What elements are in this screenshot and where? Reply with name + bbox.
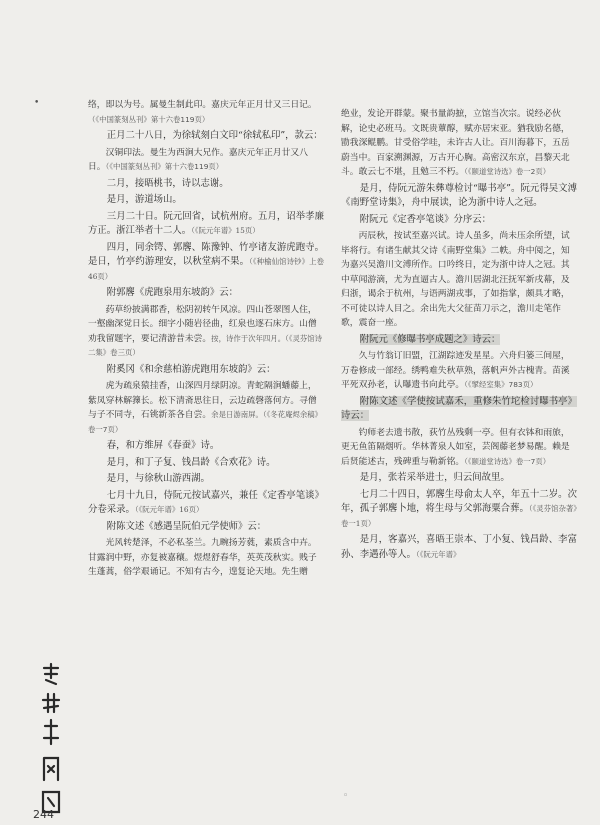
paragraph-text: 络，即以为号。属曼生制此印。嘉庆元年正月廿又三日记。 [88,100,317,110]
paragraph-text: 久与竹翁订旧盟，江湖踪迹发星星。六舟归篓三间屋，万卷修成一部经。绣鸭难失秋草熟，落帆声外古槐青。苗溪平死双孙老，认曝遗书向此亭。 [341,351,570,390]
source-citation: （《揅经室集》783页） [464,380,538,389]
paragraph-text: 二月，接晤桃书，诗以志谢。 [106,177,229,189]
source-citation: 按，诗作于次年四月。（《灵芬馆诗二集》卷三页） [88,333,323,357]
body-paragraph [341,182,577,211]
paragraph-text: 附郭麐《虎跑泉用东坡韵》云： [106,287,239,298]
body-paragraph [88,489,324,518]
body-paragraph [88,472,324,487]
body-paragraph [88,177,324,192]
body-paragraph [88,439,324,454]
quote-paragraph [341,349,577,393]
body-paragraph [341,213,577,228]
paragraph-text: 春，和方维屏《春蚕》诗。 [106,440,220,451]
body-paragraph [88,193,324,208]
paragraph-text: 药草纷披满郡香，松阴初转午风凉。四山苍翠图人住，一壑幽深觉日长。细字小随岩径曲，红泉也逐石床方。山僧劝我留题字，要记清游昔未尝。 [88,304,317,344]
margin-dot: • [34,98,40,108]
paragraph-text: 虎为疏泉猿挂香，山深四月绿阴凉。青蛇隔涧蟠藤上，紫凤穿林解籜长。松下清斋思往日，云边疏磬落何方。寻僧与子不同寺，石铫新茶各自尝。 [88,381,317,420]
body-paragraph [341,488,577,532]
left-column [88,98,324,582]
quote-paragraph [88,146,324,175]
paragraph-text: 钓师老去遗书散，荻竹丛残剩一亭。但有衣钵和雨旅，更无鱼笛隔烟听。华林菁泉人如室，芸阁藤老梦易醒。赖是后贤能述古，残碑重与勒新铭。 [341,427,570,467]
body-paragraph [88,456,324,471]
source-citation: （《阮元年谱》 [416,549,461,559]
quote-paragraph [88,536,324,580]
body-paragraph [88,210,324,239]
paragraph-text: 附阮元《修曝书亭成题之》诗云： [359,333,501,345]
paragraph-text: 是月，与徐秋山游西湖。 [106,473,210,484]
seal-calligraphy-icon [40,662,62,814]
source-citation: （《阮元年谱》16页） [134,505,204,514]
paragraph-text: 附阮元《定香亭笔谈》分序云： [359,213,492,225]
body-paragraph [341,533,577,562]
source-citation: （《颐道堂诗选》卷一7页） [464,456,551,466]
quote-paragraph [341,107,577,180]
right-column [341,107,577,564]
source-citation: （《阮元年谱》15页） [191,226,260,235]
paragraph-text: 附奚冈《和余慈柏游虎跑用东坡韵》云： [106,363,276,375]
quote-paragraph [88,379,324,437]
paragraph-text: 四月，同余锷、郭麐、陈豫钟、竹亭诸友游虎跑寺。是日，竹亭约游理安，以秋堂病不果。 [88,241,324,267]
page-mark: ◦ [343,791,349,801]
source-citation: （《灵芬馆杂著》卷一1页） [341,504,577,528]
paragraph-text: 光风转楚泽，不必私荃兰。九畹扬芳蕤，素质含中卉。甘露润中野，亦复被嘉穰。煜煜舒春华，英英茂秋实。贱子生蓬蒿，俗学艰诵记。不知有古今，遑复论天地。先生赠 [88,538,317,577]
body-paragraph [341,395,577,424]
quote-paragraph [341,229,577,331]
source-citation: （《中国篆刻丛刊》第十六卷119页） [105,162,224,171]
paragraph-text: 是月，游道场山。 [106,194,182,205]
source-citation: （《颐道堂诗选》卷一2页） [464,167,551,176]
source-citation: （《种榆仙馆诗钞》上卷46页） [88,257,324,281]
source-citation: （《中国篆刻丛刊》第十六卷119页） [88,114,210,124]
body-paragraph [88,363,324,378]
paragraph-text: 是月，张若采举进士，归云间故里。 [359,472,510,483]
body-paragraph [88,241,324,285]
paragraph-text: 丙辰秋，按试至嘉兴试。诗人虽多，尚未压余所望，试毕将行。有诸生献其父诗《南野堂集》二帙。舟中阅之，知为嘉兴吴澹川文溥所作。口吟终日，定为浙中诗人之冠。其中草闻游滴，尤为直逼古人。澹川居湖北汪抚军新戌幕，及归浙，谒余于杭州，与语两湖戎事，了如指掌，颇具才略，不可徒以诗人目之。余出先大父征苗刀示之，澹川走笔作歌，震奋一座。 [341,231,570,328]
body-paragraph [341,333,577,348]
page-number: 244 [33,808,54,821]
body-paragraph [88,286,324,301]
paragraph-text: 三月二十日。阮元回省，试杭州府。五月，诏举孝廉方正。浙江举者十二人。 [88,210,324,236]
paragraph-text: 绝业，发论开群蒙。聚书量韵摭，立馆当次宗。说经必伙解，论史必班马。文既贵蕈醇，赋亦居宋亚。猶我励名德，勖我深鲲鹏。甘受俗学哇，未许古人让。百川海暮下，五岳蔚当中。百家溯渊源，万古开心胸。高密汉东京，昌黎天北斗。敢云七不堪，且勉三不朽。 [341,109,570,177]
quote-paragraph [88,303,324,361]
paragraph-text: 附陈文述《感遇呈阮伯元学使师》云： [106,520,267,532]
quote-paragraph [341,426,577,470]
body-paragraph [341,471,577,486]
paragraph-text: 附陈文述《学使按试嘉禾，重修朱竹坨检讨曝书亭》诗云： [341,395,577,421]
paragraph-text: 是月，客嘉兴，喜晤王崇本、丁小复、钱昌龄、李富孙、李遇孙等人。 [341,534,577,560]
body-paragraph [88,129,324,144]
source-citation: 余是日游南屏。（《冬花庵烬余稿》卷一7页） [88,410,323,434]
body-paragraph [88,520,324,535]
paragraph-text: 七月十九日，侍阮元按试嘉兴，兼任《定香亭笔谈》分卷采录。 [88,489,324,515]
paragraph-text: 汉铜印法。曼生为西涧大兄作。嘉庆元年正月廿又八日。 [88,147,308,172]
quote-paragraph [88,98,324,127]
paragraph-text: 正月二十八日，为徐轼刻白文印“徐轼私印”，款云： [106,130,323,141]
paragraph-text: 七月二十四日，郭麐生母俞太人卒，年五十二岁。次年，孤子郭麐卜地，将生母与父郭海粟合葬。 [341,488,577,514]
paragraph-text: 是月，和丁子复、钱昌龄《合欢花》诗。 [106,456,276,468]
paragraph-text: 是月，侍阮元游朱彝尊检讨“曝书亭”。阮元得吴文溥《南野堂诗集》，舟中展读，论为浙中诗人之冠。 [341,182,577,208]
